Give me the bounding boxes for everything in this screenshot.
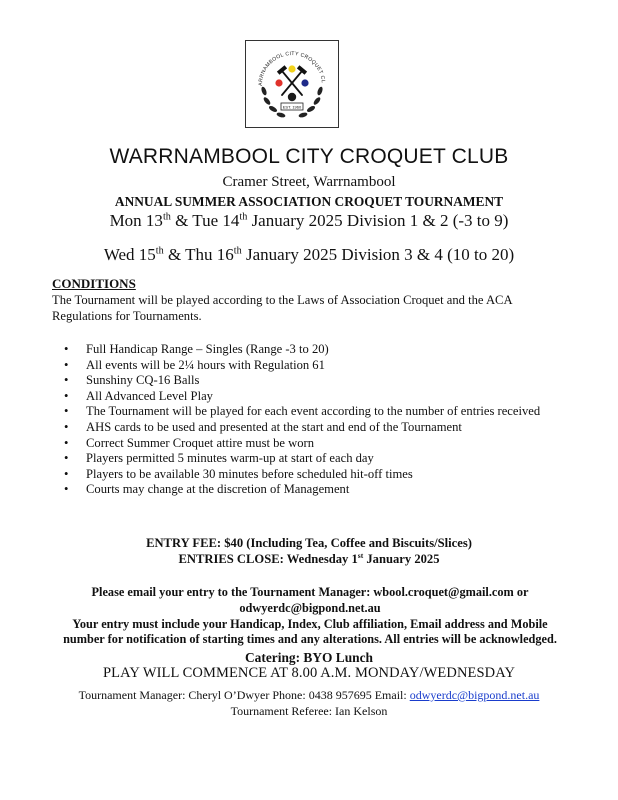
laurel-icon [260, 86, 323, 118]
bullet-icon: • [64, 373, 69, 388]
manager-email-link[interactable]: odwyerdc@bigpond.net.au [409, 688, 540, 702]
catering: Catering: BYO Lunch [245, 650, 373, 665]
black-ball-icon [288, 93, 296, 101]
yellow-ball-icon [288, 65, 295, 72]
entry-fee: ENTRY FEE: $40 (Including Tea, Coffee and Biscuits/Slices) [146, 536, 472, 550]
condition-item [64, 467, 564, 483]
bullet-icon: • [64, 466, 69, 481]
club-address: Cramer Street, Warrnambool [222, 174, 396, 190]
crossed-mallets-icon [282, 71, 302, 95]
entries-close-sup: st [357, 550, 364, 560]
condition-item [64, 342, 564, 358]
condition-item [64, 420, 564, 436]
condition-item [64, 358, 564, 374]
logo-ring-text: ARRNAMBOOL CITY CROQUET CL [257, 50, 326, 87]
svg-text:WARRNAMBOOL CITY CROQUET CLUB [246, 41, 326, 86]
conditions-heading: CONDITIONS [52, 276, 136, 291]
bullet-icon: • [64, 404, 69, 419]
tournament-manager [0, 688, 618, 703]
condition-text: Sunshiny CQ-16 Balls [86, 373, 200, 388]
div1-sup-a: th [162, 211, 171, 223]
condition-item [64, 373, 564, 389]
club-name: WARRNAMBOOL CITY CROQUET CLUB [109, 145, 509, 168]
div2-date-b: & Thu 16 [163, 245, 234, 264]
bullet-icon: • [64, 482, 69, 497]
condition-text: Correct Summer Croquet attire must be worn [86, 435, 315, 450]
conditions-text: The Tournament will be played according to the Laws of Association Croquet and the ACA Regulations for Tournaments. [52, 293, 512, 323]
condition-item [64, 436, 564, 452]
condition-item [64, 389, 564, 405]
div2-sup-a: th [155, 245, 164, 257]
condition-text: Players to be available 30 minutes before scheduled hit-off times [86, 466, 413, 481]
club-logo-graphic [246, 41, 338, 127]
condition-text: Courts may change at the discretion of Management [86, 482, 350, 497]
condition-item [64, 404, 564, 420]
bullet-icon: • [64, 451, 69, 466]
blue-ball-icon [301, 79, 308, 86]
condition-text: The Tournament will be played for each event according to the number of entries received [86, 404, 541, 419]
bullet-icon: • [64, 435, 69, 450]
club-logo [245, 40, 339, 128]
condition-text: Players permitted 5 minutes warm-up at start of each day [86, 451, 374, 466]
div1-sup-b: th [239, 211, 248, 223]
entries-close-year: January 2025 [363, 552, 440, 566]
entry-requirements: Your entry must include your Handicap, Index, Club affiliation, Email address and Mobile number for notification of starting times and any alterations. All entries will be acknowledged. [63, 616, 557, 647]
entries-close [0, 552, 618, 567]
div2-sup-b: th [233, 245, 242, 257]
condition-text: All events will be 2¼ hours with Regulation 61 [86, 357, 325, 372]
email-entry-line: Please email your entry to the Tournament Manager: wbool.croquet@gmail.com or odwyerdc@bigpond.net.au [91, 585, 529, 615]
condition-text: Full Handicap Range – Singles (Range -3 to 20) [86, 342, 329, 356]
condition-text: All Advanced Level Play [86, 388, 213, 403]
tournament-title: ANNUAL SUMMER ASSOCIATION CROQUET TOURNAMENT [114, 194, 504, 209]
condition-text: AHS cards to be used and presented at the start and end of the Tournament [86, 419, 462, 434]
red-ball-icon [275, 79, 282, 86]
bullet-icon: • [64, 419, 69, 434]
div2-details: January 2025 Division 3 & 4 (10 to 20) [241, 245, 515, 264]
condition-item [64, 482, 564, 498]
div1-date-b: & Tue 14 [170, 211, 240, 230]
div2-date-a: Wed 15 [103, 245, 156, 264]
logo-est-text: EST. 1960 [282, 104, 302, 110]
conditions-list [64, 342, 564, 498]
bullet-icon: • [64, 357, 69, 372]
entry-instructions [60, 585, 560, 648]
bullet-icon: • [64, 342, 69, 356]
play-commence: PLAY WILL COMMENCE AT 8.00 A.M. MONDAY/WEDNESDAY [102, 665, 516, 681]
div1-date-a: Mon 13 [109, 211, 163, 230]
tournament-referee: Tournament Referee: Ian Kelson [230, 704, 388, 718]
div1-details: January 2025 Division 1 & 2 (-3 to 9) [247, 211, 509, 230]
entries-close-date: ENTRIES CLOSE: Wednesday 1 [178, 552, 358, 566]
division-3-4-dates [0, 245, 618, 265]
division-1-2-dates [0, 211, 618, 231]
condition-item [64, 451, 564, 467]
manager-details: Tournament Manager: Cheryl O’Dwyer Phone: 0438 957695 Email: [78, 688, 410, 702]
bullet-icon: • [64, 388, 69, 403]
